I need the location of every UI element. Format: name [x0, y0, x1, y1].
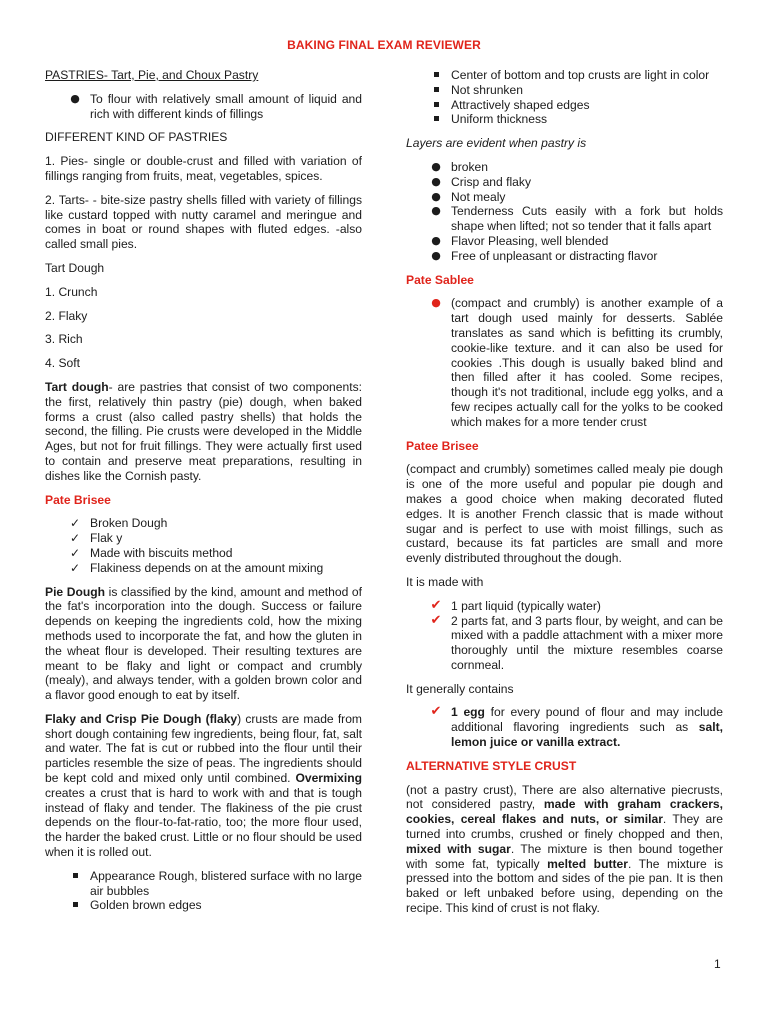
list-item: ● To flour with relatively small amount of liquid and rich with different kinds of fillings: [45, 92, 362, 122]
pate-brisee-heading: Pate Brisee: [45, 492, 111, 507]
alternative-crust-paragraph: (not a pastry crust), There are also alternative piecrusts, not considered pastry, made with graham crackers, cookies, cereal flakes and nuts, or similar. They are turned into crumbs, crushed or finely chopped and then, mixed with sugar. The mixture is then bound together with some fat, typically melted butter. The mixture is pressed into the bottom and sides of the pie pan. It is then baked or left unbaked before using, depending on the recipe. This kind of crust is not flaky.: [406, 782, 724, 916]
list-item: Not shrunken: [406, 83, 723, 98]
square-bullet-icon: [67, 898, 83, 913]
list-item: ✓ Broken Dough: [45, 516, 362, 531]
list-item: ✓ Flakiness depends on at the amount mixing: [45, 561, 362, 576]
tart-type-1: 1. Crunch: [45, 284, 98, 299]
pies-paragraph: 1. Pies- single or double-crust and filled with variation of fillings ranging from fruits, meat, vegetables, spices.: [45, 154, 362, 183]
pie-dough-paragraph: Pie Dough is classified by the kind, amount and method of the fat's incorporation into the dough. Success or failure depends on keeping the ingredients cold, how the mixing methods used to incorporate the fat, and how the gluten in the wheat flour is developed. Their resulting textures are meant to be flaky and light or compact and crumbly (mealy), and always tender, with a golden brown color and a flavor good enough to eat by itself.: [45, 584, 362, 703]
made-with-heading: It is made with: [406, 574, 484, 589]
bullet-dot-icon: ●: [431, 189, 441, 203]
checkmark-icon: ✓: [69, 531, 81, 546]
list-item: Appearance Rough, blistered surface with no large air bubbles: [45, 869, 362, 899]
square-bullet-icon: [428, 98, 444, 113]
list-item: Attractively shaped edges: [406, 98, 723, 113]
made-with-list: [406, 599, 723, 673]
checkmark-icon: ✔: [430, 704, 442, 720]
bullet-dot-icon: ●: [431, 159, 441, 173]
intro-list: [45, 92, 362, 122]
contains-heading: It generally contains: [406, 681, 514, 696]
bullet-dot-icon: ●: [431, 174, 441, 188]
pate-brisee-list: [45, 516, 362, 575]
layers-list: [406, 160, 723, 264]
list-item: ● (compact and crumbly) is another example of a tart dough used mainly for desserts. Sablée translates as sand which is befitting its crumbly, cookie-like texture. and it can also be used for cookies .This dough is usually baked blind and then filled after it has cooled. Some recipes, though it's not traditional, include egg yolks, and a few recipes actually call for the yolks to be cooked which makes for a more tender crust: [406, 296, 723, 429]
checkmark-icon: ✔: [430, 612, 442, 628]
pastries-heading: PASTRIES- Tart, Pie, and Choux Pastry: [45, 68, 259, 82]
list-item: ● Free of unpleasant or distracting flavor: [406, 249, 723, 264]
patee-brisee-heading: Patee Brisee: [406, 438, 479, 453]
list-item: ● broken: [406, 160, 723, 175]
list-item: ✔ 1 part liquid (typically water): [406, 599, 723, 614]
bullet-dot-icon: ●: [431, 204, 441, 218]
left-column: [45, 68, 362, 922]
checkmark-icon: ✓: [69, 545, 81, 560]
list-item: ● Flavor Pleasing, well blended: [406, 234, 723, 249]
appearance-list: [45, 869, 362, 913]
list-item: ● Tenderness Cuts easily with a fork but holds shape when lifted; not so tender that it falls apart: [406, 204, 723, 234]
kinds-heading: DIFFERENT KIND OF PASTRIES: [45, 130, 228, 145]
list-item: ✓ Made with biscuits method: [45, 546, 362, 561]
tart-type-4: 4. Soft: [45, 356, 80, 371]
list-item: Center of bottom and top crusts are light in color: [406, 68, 723, 83]
list-item: Golden brown edges: [45, 898, 362, 913]
tart-dough-paragraph: Tart dough- are pastries that consist of two components: the first, relatively thin pastry (pie) dough, when baked forms a crust (also called pastry shells) that holds the second, the filling. Pie crusts were developed in the Middle Ages, but not for fruit fillings. They were actually first used to contain and preserve meat preparations, resulting in dishes like the Cornish pasty.: [45, 379, 362, 483]
checkmark-icon: ✔: [430, 597, 442, 613]
list-item: ✓ Flak y: [45, 531, 362, 546]
alternative-crust-heading: ALTERNATIVE STYLE CRUST: [406, 758, 577, 773]
tart-type-3: 3. Rich: [45, 332, 83, 347]
bullet-dot-icon: ●: [431, 233, 441, 247]
tarts-paragraph: 2. Tarts- - bite-size pastry shells filled with variety of fillings like custard topped with nutty caramel and meringue and comes in boat or round shapes with fluted edges. -also called small pies.: [45, 192, 362, 252]
tart-type-2: 2. Flaky: [45, 308, 88, 323]
page-number: 1: [714, 957, 721, 971]
list-item: ✔ 1 egg for every pound of flour and may include additional flavoring ingredients such as salt, lemon juice or vanilla extract.: [406, 705, 723, 749]
appearance-list-continued: [406, 68, 723, 127]
right-column: [406, 68, 723, 925]
list-item: ● Crisp and flaky: [406, 175, 723, 190]
bullet-dot-icon: ●: [431, 248, 441, 262]
pate-sablee-heading: Pate Sablee: [406, 272, 474, 287]
contains-list: [406, 705, 723, 749]
checkmark-icon: ✓: [69, 516, 81, 531]
bullet-dot-icon: ●: [431, 296, 441, 310]
tart-dough-heading: Tart Dough: [45, 260, 105, 275]
list-item: ● Not mealy: [406, 190, 723, 205]
flaky-paragraph: Flaky and Crisp Pie Dough (flaky) crusts are made from short dough containing few ingredients, being flour, fat, salt and water. The fat is cut or rubbed into the flour until their particles resemble the size of peas. The ingredients should be kept cold and mixed only until combined. Overmixing creates a crust that is hard to work with and that is tough instead of flaky and tender. The flakiness of the pie crust depends on the flour-to-fat-ratio, too; the more flour used, the harder the baked crust. Little or no flour should be used when it is rolled out.: [45, 711, 363, 860]
square-bullet-icon: [428, 68, 444, 83]
bullet-dot-icon: ●: [70, 91, 80, 105]
square-bullet-icon: [428, 112, 444, 127]
pate-sablee-list: [406, 296, 723, 429]
list-item: ✔ 2 parts fat, and 3 parts flour, by weight, and can be mixed with a paddle attachment with a mixer more thoroughly until the mixture resembles coarse cornmeal.: [406, 614, 723, 673]
document-title: BAKING FINAL EXAM REVIEWER: [287, 38, 481, 52]
patee-brisee-paragraph: (compact and crumbly) sometimes called mealy pie dough is one of the more useful and popular pie dough and makes a good choice when making decorated fluted edges. It is another French classic that is made without sugar and is perfect to use with moist fillings, such as custard, because its fat particles are small and more evenly distributed throughout the dough.: [406, 462, 723, 566]
layers-heading: Layers are evident when pastry is: [406, 136, 587, 151]
square-bullet-icon: [67, 869, 83, 884]
checkmark-icon: ✓: [69, 560, 81, 575]
list-item: Uniform thickness: [406, 112, 723, 127]
square-bullet-icon: [428, 83, 444, 98]
